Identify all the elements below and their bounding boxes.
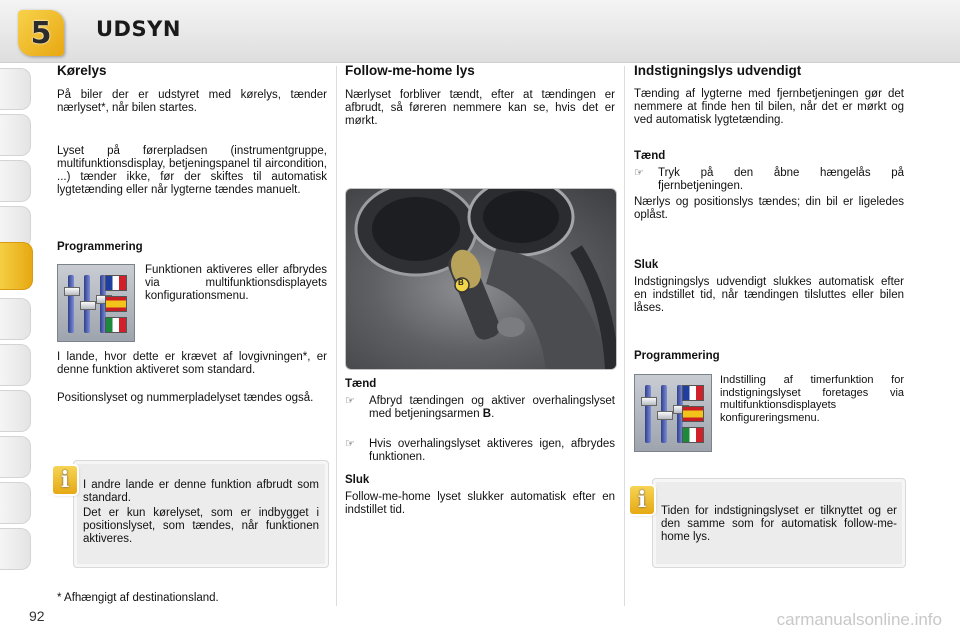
indstigning-on-title: Tænd xyxy=(634,150,666,162)
info-box-korelys xyxy=(73,460,329,568)
chapter-tab[interactable] xyxy=(0,298,31,340)
pointing-hand-icon: ☞ xyxy=(345,438,355,450)
section-title-indstigningslys: Indstigningslys udvendigt xyxy=(634,63,802,78)
follow-off-text: Follow-me-home lyset slukker automatisk efter en indstillet tid. xyxy=(345,491,615,516)
follow-on-title: Tænd xyxy=(345,378,377,390)
info-icon: i xyxy=(630,486,654,514)
follow-on-bullet-1: ☞ Afbryd tændingen og aktiver overhalingslyset med betjeningsarmen B. xyxy=(345,395,615,420)
follow-off-title: Sluk xyxy=(345,474,370,486)
flag-italy-icon xyxy=(682,427,704,443)
chapter-tab[interactable] xyxy=(0,528,31,570)
chapter-tab-strip xyxy=(0,62,40,582)
section-title-korelys: Kørelys xyxy=(57,63,107,78)
chapter-tab[interactable] xyxy=(0,390,31,432)
column-divider xyxy=(336,66,337,606)
info-para-2: Det er kun kørelyset, som er indbygget i positionslyset, som tændes, når funktionen aktiveres. xyxy=(83,507,319,545)
info-text-indstigning: Tiden for indstigningslyset er tilknyttet og er den samme som for automatisk follow-me-home lys. xyxy=(661,505,897,543)
chapter-badge xyxy=(18,10,64,56)
indstigning-off-title: Sluk xyxy=(634,259,659,271)
flag-spain-icon xyxy=(682,406,704,422)
indstigning-programming-text: Indstilling af timerfunktion for indstigningslyset foretages via multifunktionsdisplayets konfigureringsmenu. xyxy=(720,374,904,424)
column-divider xyxy=(624,66,625,606)
footnote: * Afhængigt af destinationsland. xyxy=(57,592,219,604)
indstigning-intro: Tænding af lygterne med fjernbetjeningen gør det nemmere at finde hen til bilen, når det er mørkt og ved automatisk lygtetænding. xyxy=(634,88,904,126)
pointing-hand-icon: ☞ xyxy=(345,395,355,407)
info-icon: i xyxy=(53,466,77,494)
chapter-tab[interactable] xyxy=(0,68,31,110)
chapter-tab[interactable] xyxy=(0,160,31,202)
korelys-para-4: Positionslyset og nummerpladelyset tændes også. xyxy=(57,392,314,404)
indstigning-off-text: Indstigningslys udvendigt slukkes automatisk efter en indstillet tid, når tændingen tilsluttes eller bilen låses. xyxy=(634,276,904,314)
follow-on-bullet-2: ☞ Hvis overhalingslyset aktiveres igen, afbrydes funktionen. xyxy=(345,438,615,463)
info-box-indstigning xyxy=(652,478,906,568)
follow-me-home-intro: Nærlyset forbliver tændt, efter at tændingen er afbrudt, så føreren nemmere kan se, hvis det er mørkt. xyxy=(345,89,615,127)
page-number: 92 xyxy=(29,608,45,624)
korelys-para-2: Lyset på førerpladsen (instrumentgruppe, multifunktionsdisplay, betjeningspanel til aircondition, ...) tænder ikke, før der skiftes til automatisk lygtetænding eller når lygterne tændes manuelt. xyxy=(57,145,327,196)
steering-stalk-photo xyxy=(345,188,617,370)
chapter-number: 5 xyxy=(30,15,52,51)
indstigning-on-text: Nærlys og positionslys tændes; din bil er ligeledes oplåst. xyxy=(634,196,904,221)
programming-text: Funktionen aktiveres eller afbrydes via multifunktionsdisplayets konfigurationsmenu. xyxy=(145,264,327,302)
chapter-tab[interactable] xyxy=(0,114,31,156)
korelys-para-1: På biler der er udstyret med kørelys, tænder nærlyset*, når bilen startes. xyxy=(57,89,327,114)
watermark: carmanualsonline.info xyxy=(776,610,942,629)
chapter-tab[interactable] xyxy=(0,482,31,524)
page-title: UDSYN xyxy=(96,17,181,41)
section-title-follow-me-home: Follow-me-home lys xyxy=(345,63,475,78)
programming-title: Programmering xyxy=(57,241,143,253)
chapter-tab-active[interactable] xyxy=(0,242,33,290)
flag-spain-icon xyxy=(105,296,127,312)
stalk-label-b: B xyxy=(458,278,464,287)
flag-france-icon xyxy=(105,275,127,291)
indstigning-programming-title: Programmering xyxy=(634,350,720,362)
settings-sliders-icon xyxy=(634,374,712,452)
info-para-1: I andre lande er denne funktion afbrudt som standard. xyxy=(83,479,319,504)
chapter-tab[interactable] xyxy=(0,436,31,478)
flag-italy-icon xyxy=(105,317,127,333)
flag-france-icon xyxy=(682,385,704,401)
pointing-hand-icon: ☞ xyxy=(634,167,644,179)
settings-sliders-icon xyxy=(57,264,135,342)
indstigning-on-bullet: ☞ Tryk på den åbne hængelås på fjernbetjeningen. xyxy=(634,167,904,192)
chapter-tab[interactable] xyxy=(0,344,31,386)
korelys-para-3: I lande, hvor dette er krævet af lovgivningen*, er denne funktion aktiveret som standard. xyxy=(57,351,327,376)
